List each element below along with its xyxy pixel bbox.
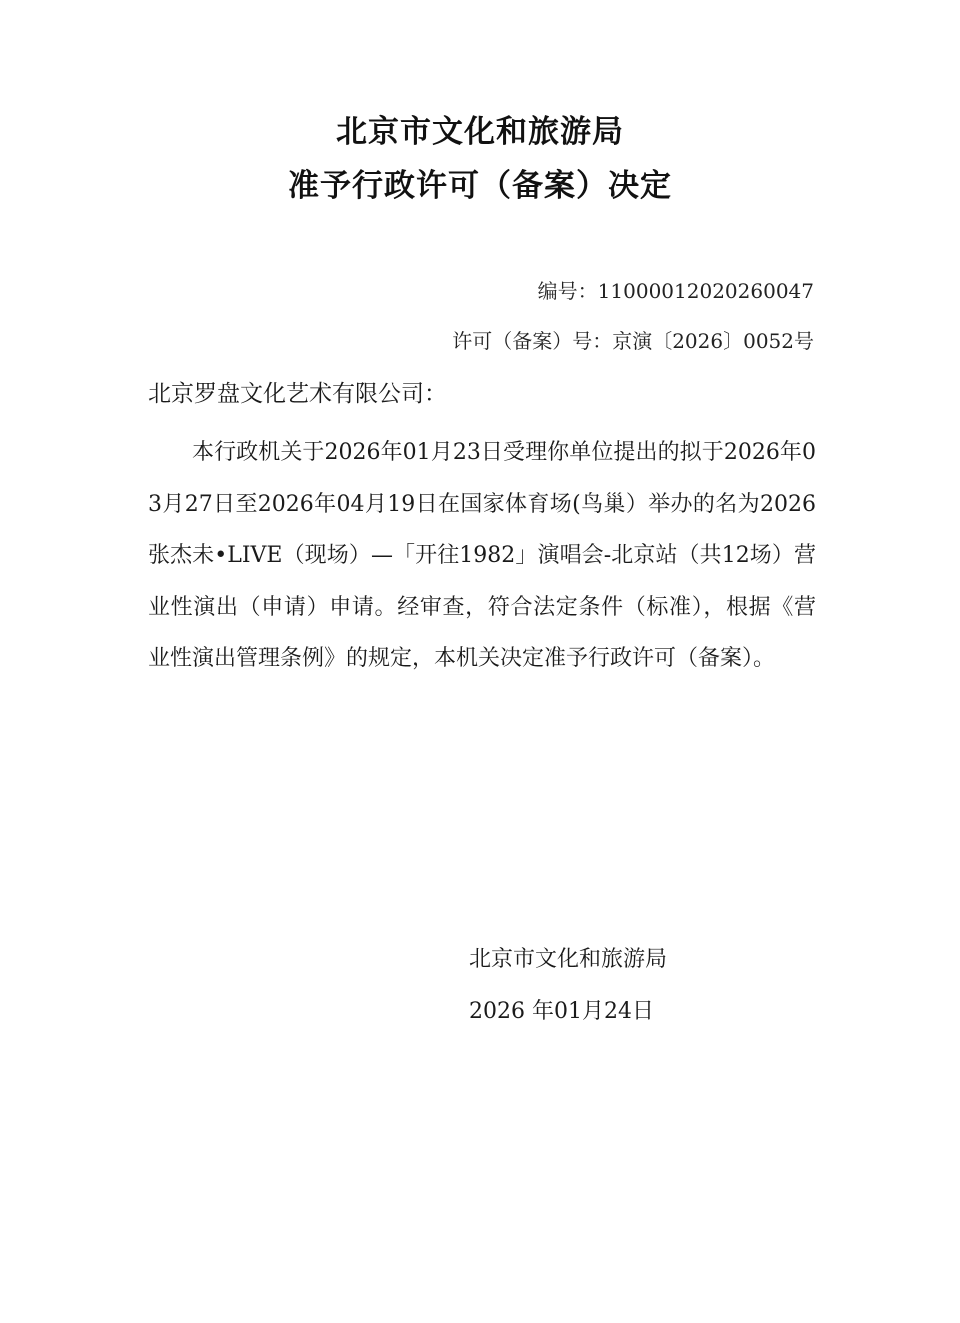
issuing-organization: 北京市文化和旅游局 <box>469 947 668 972</box>
recipient-salutation: 北京罗盘文化艺术有限公司： <box>148 381 447 407</box>
document-title-line1: 北京市文化和旅游局 <box>336 114 624 150</box>
document-title-line2: 准予行政许可（备案）决定 <box>288 168 672 204</box>
issue-date: 2026 年01月24日 <box>469 999 654 1024</box>
document-number: 编号：11000012020260047 <box>537 279 814 303</box>
permit-number: 许可（备案）号：京演〔2026〕0052号 <box>452 329 814 353</box>
decision-body-paragraph: 本行政机关于2026年01月23日受理你单位提出的拟于2026年03月27日至2026年04月19日在国家体育场(鸟巢）举办的名为2026张杰未•LIVE（现场）—「开往1982」演唱会-北京站（共12场）营业性演出（申请）申请。经审查，符合法定条件（标准），根据《营业性演出管理条例》的规定，本机关决定准予行政许可（备案）。 <box>148 440 816 671</box>
